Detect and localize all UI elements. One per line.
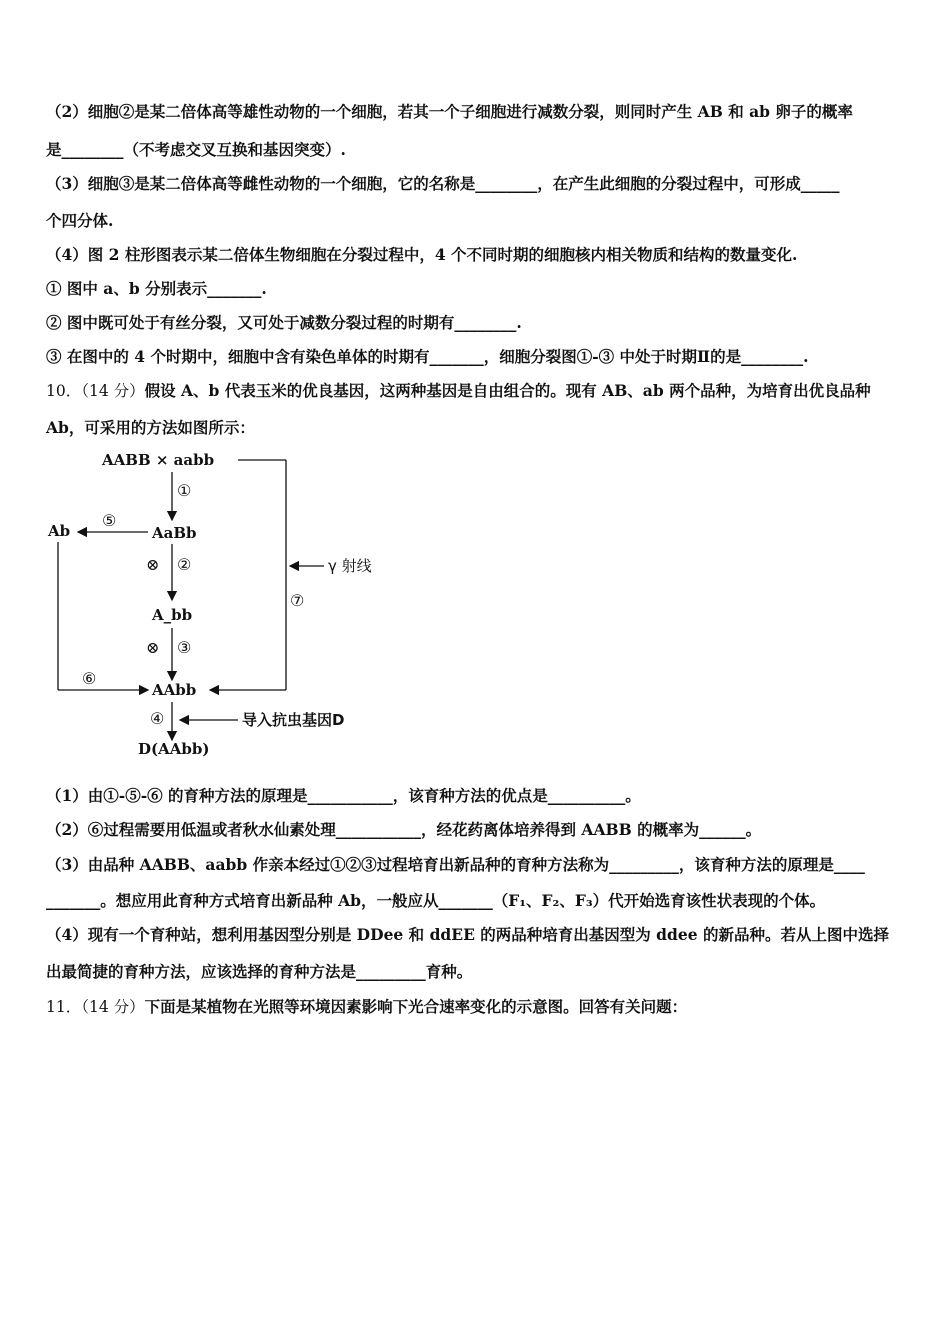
- question-10-stem: [46, 381, 910, 401]
- self-symbol-2: ⊗: [146, 638, 160, 657]
- final-label: D(AAbb): [138, 740, 210, 758]
- f1-label: AaBb: [152, 524, 197, 542]
- line-4: 个四分体.: [46, 211, 114, 230]
- line-5: （4）图 2 柱形图表示某二倍体生物细胞在分裂过程中，4 个不同时期的细胞核内相关物质和结构的数量变化.: [46, 245, 798, 264]
- question-11-stem: [46, 997, 910, 1017]
- q10-sub-2: （2）⑥过程需要用低温或者秋水仙素处理___________，经花药离体培养得到 AABB 的概率为______。: [46, 820, 762, 839]
- question-10-text: 假设 A、b 代表玉米的优良基因，这两种基因是自由组合的。现有 AB、ab 两个品种，为培育出优良品种: [144, 381, 871, 400]
- question-10-number: 10．（14 分）: [46, 382, 145, 400]
- question-11-text: 下面是某植物在光照等环境因素影响下光合速率变化的示意图。回答有关问题：: [144, 997, 688, 1016]
- line-8: ③ 在图中的 4 个时期中，细胞中含有染色单体的时期有_______，细胞分裂图①-③ 中处于时期Ⅱ的是________.: [46, 347, 809, 366]
- line-2: 是________（不考虑交叉互换和基因突变）.: [46, 140, 346, 159]
- import-label: 导入抗虫基因D: [242, 711, 345, 729]
- ab-label: Ab: [48, 522, 71, 540]
- q10-sub-3b: _______。想应用此育种方式培育出新品种 Ab，一般应从_______（F₁、F₂、F₃）代开始选育该性状表现的个体。: [46, 891, 826, 910]
- f2-label: A_bb: [152, 606, 193, 624]
- step-3-label: ③: [177, 638, 192, 657]
- line-6: ① 图中 a、b 分别表示_______.: [46, 279, 267, 298]
- step-6-label: ⑥: [82, 669, 97, 688]
- q10-sub-1: （1）由①-⑤-⑥ 的育种方法的原理是___________，该育种方法的优点是__________。: [46, 786, 641, 805]
- parents-label: AABB × aabb: [102, 451, 215, 469]
- q10-sub-4: （4）现有一个育种站，想利用基因型分别是 DDee 和 ddEE 的两品种培育出基因型为 ddee 的新品种。若从上图中选择: [46, 925, 889, 944]
- step-7-label: ⑦: [290, 591, 305, 610]
- q10-sub-4b: 出最简捷的育种方法，应该选择的育种方法是_________育种。: [46, 962, 473, 981]
- step-5-label: ⑤: [102, 511, 117, 530]
- question-11-number: 11．（14 分）: [46, 998, 145, 1016]
- line-7: ② 图中既可处于有丝分裂，又可处于减数分裂过程的时期有________.: [46, 313, 522, 332]
- step-1-label: ①: [177, 481, 192, 500]
- aabb-label: AAbb: [152, 681, 197, 699]
- line-3: （3）细胞③是某二倍体高等雌性动物的一个细胞，它的名称是________，在产生此细胞的分裂过程中，可形成_____: [46, 174, 840, 193]
- breeding-diagram: [40, 448, 400, 763]
- question-10-stem-2: Ab，可采用的方法如图所示：: [46, 418, 255, 437]
- line-1: （2）细胞②是某二倍体高等雄性动物的一个细胞，若其一个子细胞进行减数分裂，则同时产生 AB 和 ab 卵子的概率: [46, 102, 853, 121]
- q10-sub-3: （3）由品种 AABB、aabb 作亲本经过①②③过程培育出新品种的育种方法称为_________，该育种方法的原理是____: [46, 855, 865, 874]
- step-2-label: ②: [177, 555, 192, 574]
- self-symbol-1: ⊗: [146, 555, 160, 574]
- gamma-label: γ 射线: [328, 557, 372, 575]
- step-4-label: ④: [150, 709, 165, 728]
